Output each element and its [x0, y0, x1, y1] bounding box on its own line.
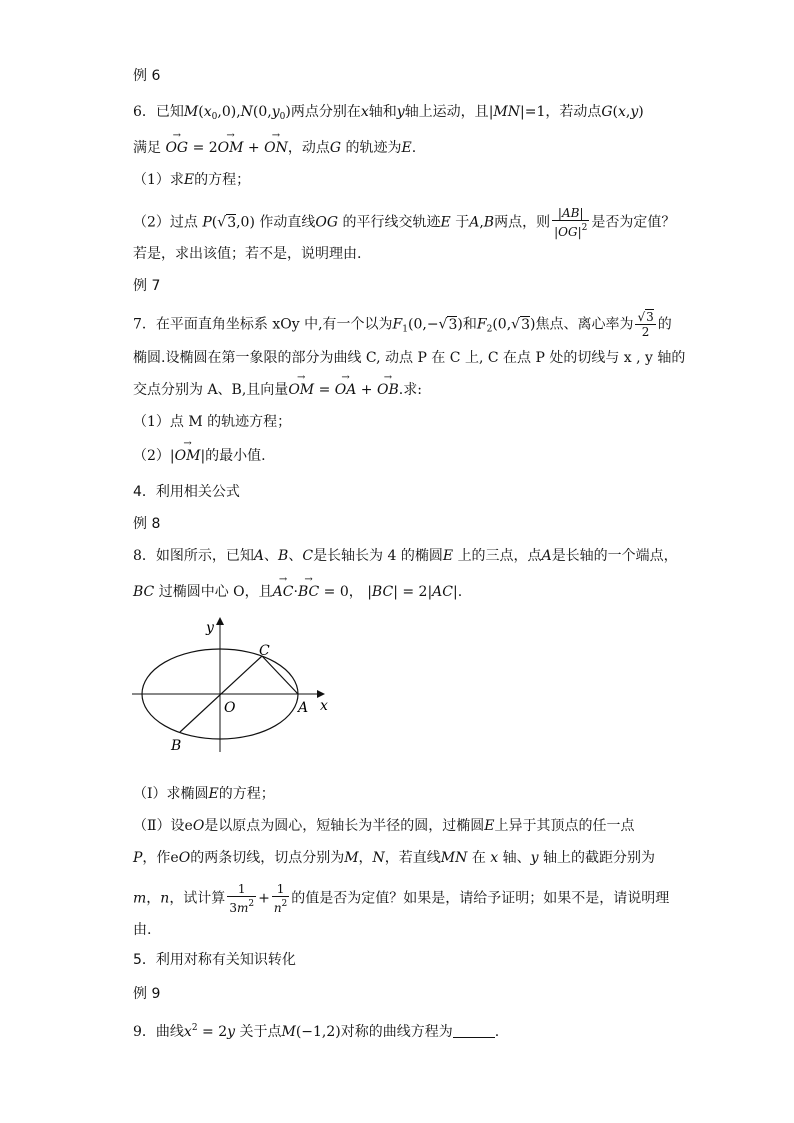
point-b-label: B — [171, 738, 182, 754]
example-6-label: 例 6 — [133, 68, 161, 84]
problem-8-part-ii-line-3: m，n，试计算 $\frac{1}{3m^2}$ + $\frac{1}{n^2}$ 的值是否为定值？如果是，请给予证明；如果不是，请说明理 — [133, 882, 670, 915]
origin-label: O — [224, 700, 236, 716]
problem-8-part-ii-line-2: P，作eO的两条切线，切点分别为M，N，若直线MN 在 x 轴、y 轴上的截距分别为 — [133, 850, 656, 866]
ellipse-figure — [128, 614, 338, 756]
point-a-label: A — [298, 700, 309, 716]
section-5-heading: 5．利用对称有关知识转化 — [133, 952, 296, 968]
y-axis-label: y — [206, 620, 214, 636]
problem-7-line-3: 交点分别为 A、B,且向量→ OM = → OA + → OB.求: — [133, 380, 422, 400]
problem-6-line-1: 6．已知$M(x_0,0),N(0,y_0)$两点分别在x轴和y轴上运动，且|MN|=1，若动点G(x,y) — [133, 104, 644, 122]
example-7-label: 例 7 — [133, 278, 161, 294]
answer-blank — [453, 1023, 495, 1038]
problem-7-part-2: （2）|→ OM|的最小值. — [133, 446, 266, 466]
problem-7-line-1: 7．在平面直角坐标系 xOy 中,有一个以为$F_1(0,-√3)$和$F_2(0,√3)$焦点、离心率为 $\frac{√3}{2}$ 的 — [133, 310, 672, 339]
problem-8-part-i: （Ⅰ）求椭圆E的方程； — [133, 786, 275, 802]
problem-9-line-1: 9．曲线$x^2 = 2y$ 关于点M(−1,2)对称的曲线方程为 . — [133, 1023, 500, 1040]
problem-6-line-6: 若是，求出该值；若不是，说明理由. — [133, 246, 362, 262]
problem-8-part-ii-line-1: （Ⅱ）设eO是以原点为圆心，短轴长为半径的圆，过椭圆E上异于其顶点的任一点 — [133, 818, 635, 834]
problem-7-line-2: 椭圆.设椭圆在第一象限的部分为曲线 C, 动点 P 在 C 上, C 在点 P 处的切线与 x , y 轴的 — [133, 350, 686, 366]
problem-6-part-2: （2）过点 P(√3,0) 作动直线OG 的平行线交轨迹E 于A,B两点，则 $\frac{|AB|}{|OG|^2}$ 是否为定值？ — [133, 206, 676, 239]
problem-6-line-2: 满足 → OG = 2→ OM + → ON，动点G 的轨迹为E. — [133, 138, 416, 158]
x-axis-label: x — [320, 698, 328, 714]
problem-6-part-1: （1）求E的方程； — [133, 172, 251, 188]
problem-7-part-1: （1）点 M 的轨迹方程； — [133, 414, 292, 430]
problem-8-part-ii-line-4: 由. — [133, 922, 152, 938]
point-c-label: C — [259, 643, 270, 659]
problem-8-line-2: BC 过椭圆中心 O，且→ AC·→ BC = 0， |BC| = 2|AC|. — [133, 582, 462, 602]
problem-8-line-1: 8．如图所示，已知A、B、C是长轴长为 4 的椭圆E 上的三点，点A是长轴的一个端点， — [133, 548, 678, 564]
example-8-label: 例 8 — [133, 516, 161, 532]
segment-ca — [262, 656, 298, 694]
section-4-heading: 4．利用相关公式 — [133, 484, 240, 500]
example-9-label: 例 9 — [133, 986, 161, 1002]
